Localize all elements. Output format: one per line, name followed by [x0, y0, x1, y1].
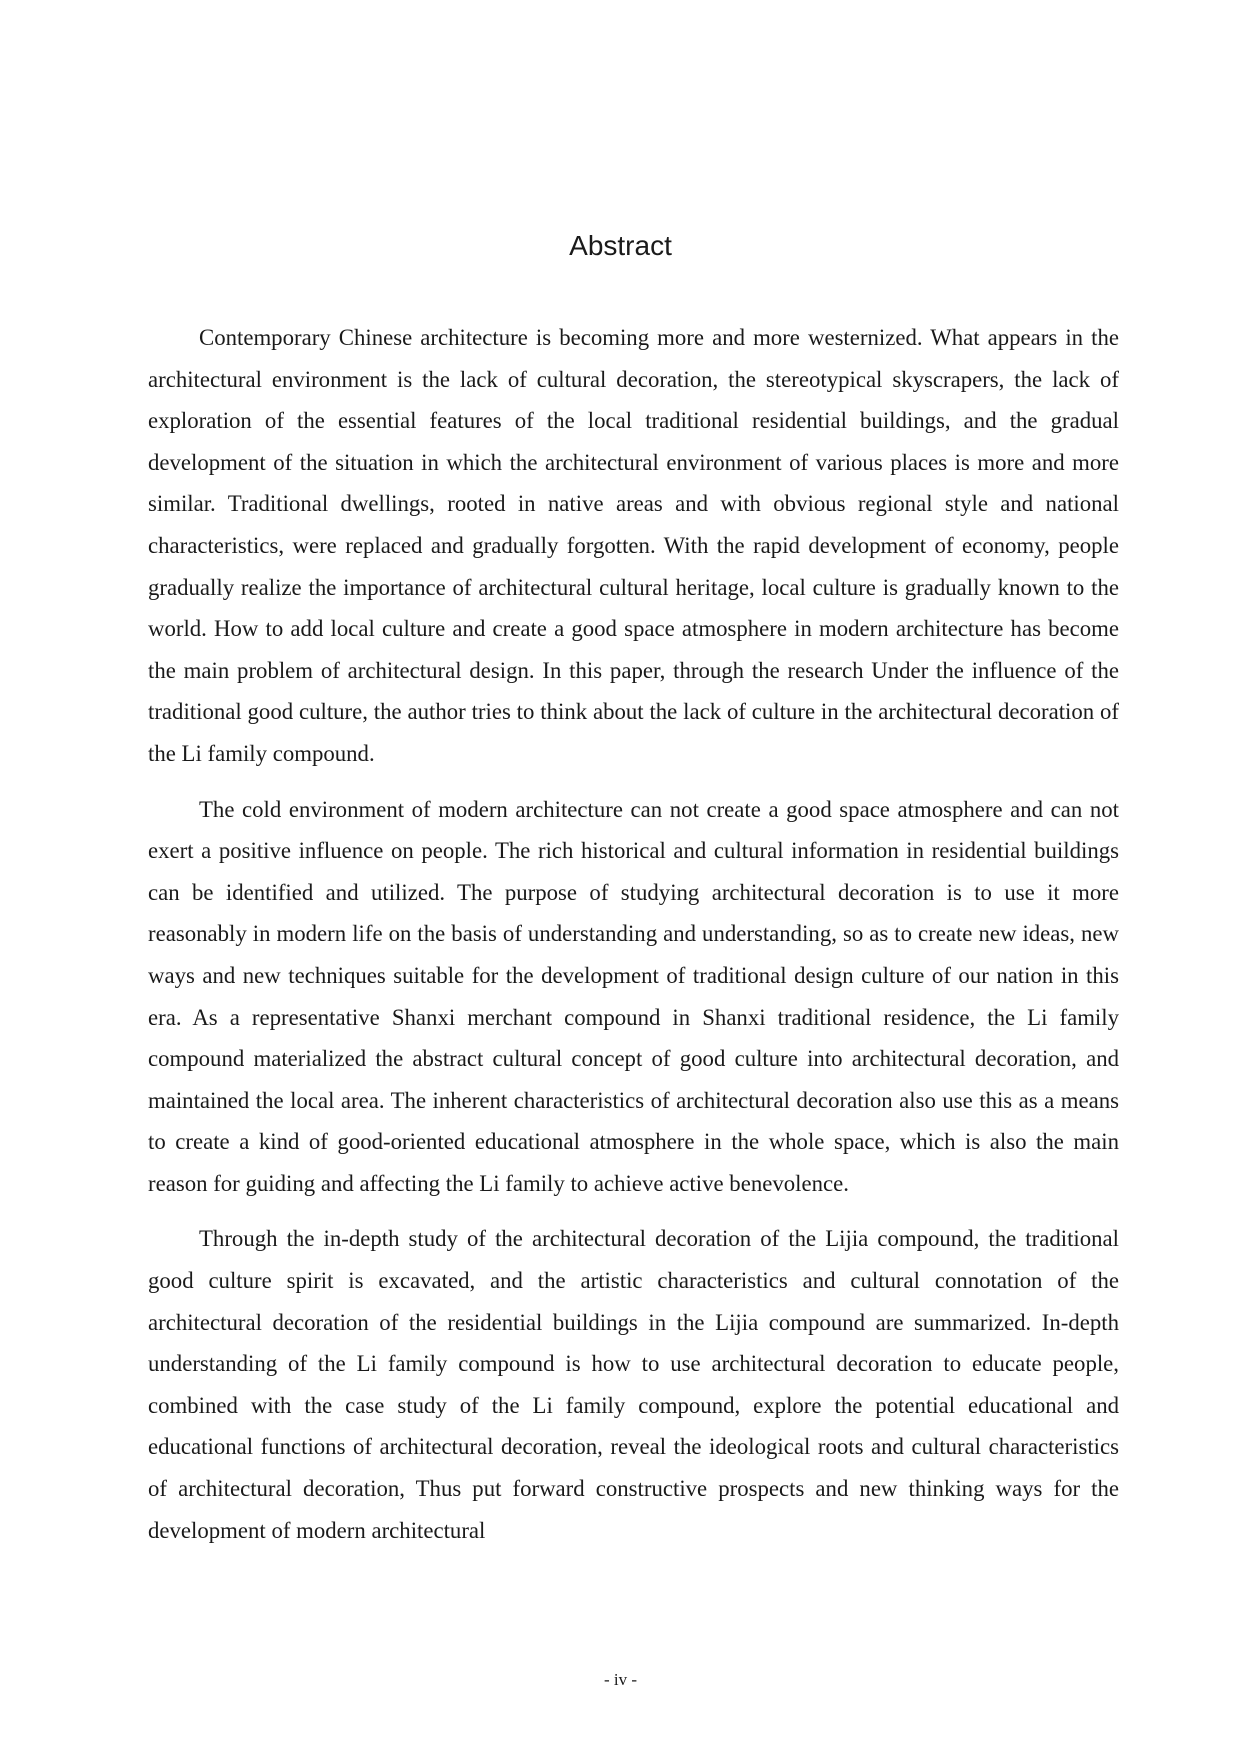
page-title: Abstract: [569, 230, 672, 261]
abstract-body: [148, 317, 1119, 1565]
abstract-paragraph-2: The cold environment of modern architecture can not create a good space atmosphere and can not exert a positive influence on people. The rich historical and cultural information in residential buildings can be identified and utilized. The purpose of studying architectural decoration is to use it more reasonably in modern life on the basis of understanding and understanding, so as to create new ideas, new ways and new techniques suitable for the development of traditional design culture of our nation in this era. As a representative Shanxi merchant compound in Shanxi traditional residence, the Li family compound materialized the abstract cultural concept of good culture into architectural decoration, and maintained the local area. The inherent characteristics of architectural decoration also use this as a means to create a kind of good-oriented educational atmosphere in the whole space, which is also the main reason for guiding and affecting the Li family to achieve active benevolence.: [148, 796, 1119, 1196]
abstract-paragraph-3: Through the in-depth study of the architectural decoration of the Lijia compound, the traditional good culture spirit is excavated, and the artistic characteristics and cultural connotation of the architectural decoration of the residential buildings in the Lijia compound are summarized. In-depth understanding of the Li family compound is how to use architectural decoration to educate people, combined with the case study of the Li family compound, explore the potential educational and educational functions of architectural decoration, reveal the ideological roots and cultural characteristics of architectural decoration, Thus put forward constructive prospects and new thinking ways for the development of modern architectural: [148, 1226, 1119, 1543]
abstract-paragraph-1: Contemporary Chinese architecture is becoming more and more westernized. What appears in the architectural environment is the lack of cultural decoration, the stereotypical skyscrapers, the lack of exploration of the essential features of the local traditional residential buildings, and the gradual development of the situation in which the architectural environment of various places is more and more similar. Traditional dwellings, rooted in native areas and with obvious regional style and national characteristics, were replaced and gradually forgotten. With the rapid development of economy, people gradually realize the importance of architectural cultural heritage, local culture is gradually known to the world. How to add local culture and create a good space atmosphere in modern architecture has become the main problem of architectural design. In this paper, through the research Under the influence of the traditional good culture, the author tries to think about the lack of culture in the architectural decoration of the Li family compound.: [148, 325, 1119, 766]
page-number: - iv -: [603, 1670, 638, 1689]
